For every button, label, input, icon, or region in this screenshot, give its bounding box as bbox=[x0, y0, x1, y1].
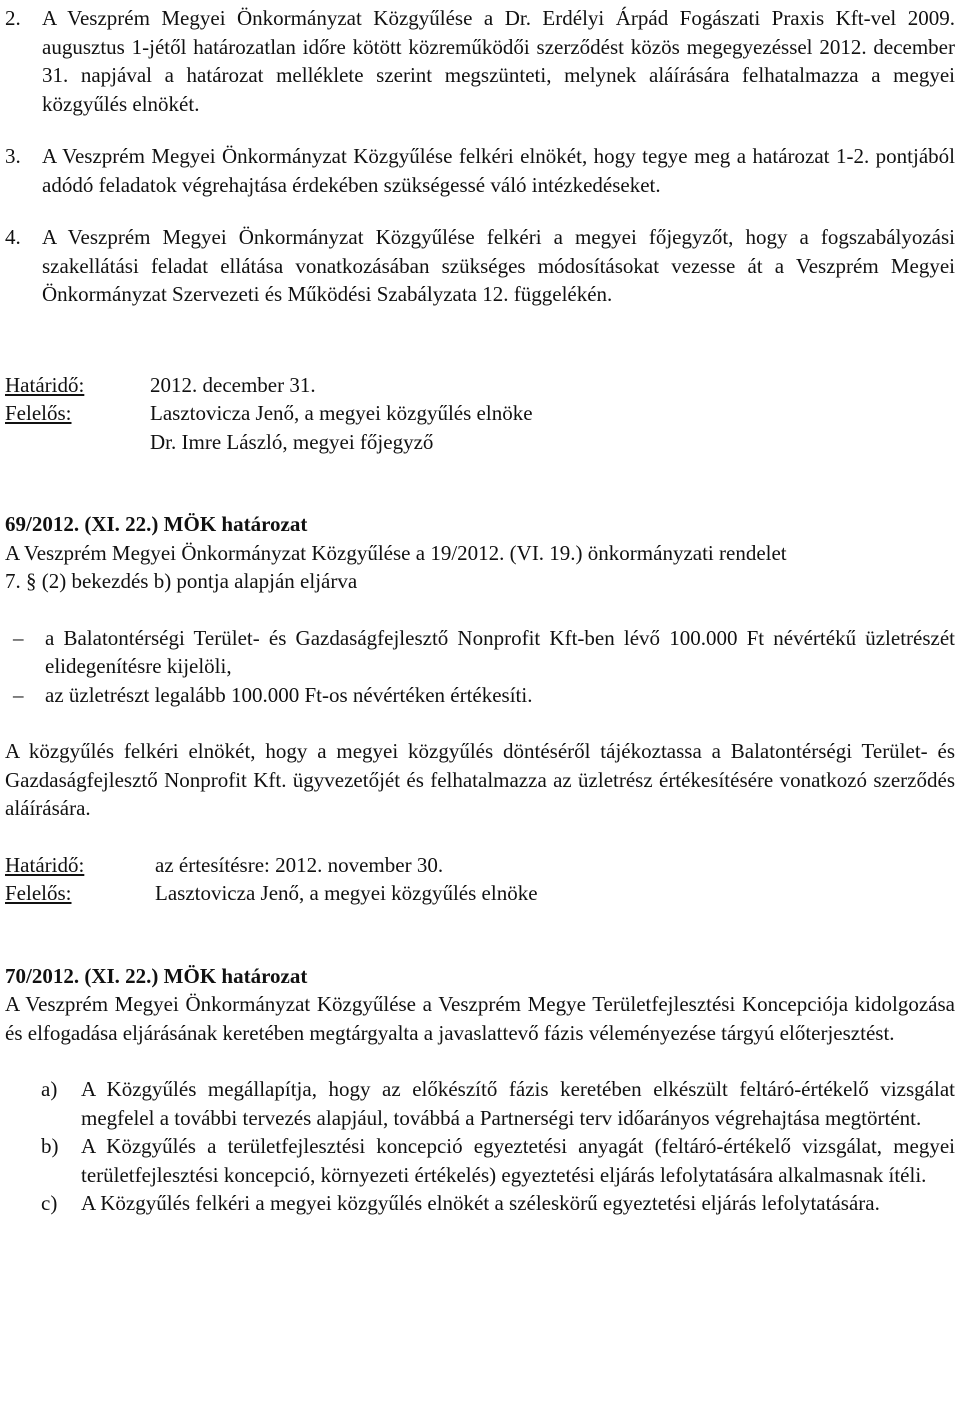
responsible-value: Lasztovicza Jenő, a megyei közgyűlés elnöke bbox=[155, 881, 538, 905]
resolution-70-title: 70/2012. (XI. 22.) MÖK határozat bbox=[5, 963, 308, 988]
resolution-69-paragraph: A közgyűlés felkéri elnökét, hogy a megyei közgyűlés döntéséről tájékoztassa a Balatontérségi Terület- és Gazdaságfejlesztő Nonprofit Kft. ügyvezetőjét és felhatalmazza az üzletrész értékesítésére vonatkozó szerződés aláírására. bbox=[5, 739, 955, 820]
item-number: 3. bbox=[5, 144, 21, 168]
item-3 bbox=[5, 142, 955, 199]
resolution-69-title: 69/2012. (XI. 22.) MÖK határozat bbox=[5, 512, 308, 536]
deadline-label: Határidő: bbox=[5, 852, 85, 877]
bullet-item-1 bbox=[5, 624, 955, 681]
deadline-row-69 bbox=[5, 851, 955, 880]
item-text: A Veszprém Megyei Önkormányzat Közgyűlése a Dr. Erdélyi Árpád Fogászati Praxis Kft-vel 2009. augusztus 1-jétől határozatlan időre kötött közreműködői szerződést közös megegyezéssel 2012. december 31. napjával a határozat melléklete szerint megszünteti, melynek aláírására felhatalmazza a megyei közgyűlés elnökét. bbox=[42, 6, 955, 116]
responsible-row bbox=[5, 399, 955, 428]
item-number: 2. bbox=[5, 6, 21, 30]
resolution-69-intro-1: A Veszprém Megyei Önkormányzat Közgyűlése a 19/2012. (VI. 19.) önkormányzati rendelet bbox=[5, 540, 787, 565]
resolution-70-intro: A Veszprém Megyei Önkormányzat Közgyűlése a Veszprém Megye Területfejlesztési Koncepciója kidolgozása és elfogadása eljárásának keretében megtárgyalta a javaslattevő fázis véleményezése tárgyú előterjesztést. bbox=[5, 992, 955, 1045]
responsible-row-69 bbox=[5, 879, 955, 908]
responsible-value: Lasztovicza Jenő, a megyei közgyűlés elnöke bbox=[150, 401, 533, 425]
lettered-item-b bbox=[5, 1132, 955, 1189]
lettered-item-a bbox=[5, 1075, 955, 1132]
item-2 bbox=[5, 4, 955, 118]
item-4 bbox=[5, 223, 955, 309]
responsible-label: Felelős: bbox=[5, 881, 72, 905]
item-letter: c) bbox=[41, 1191, 58, 1215]
deadline-label: Határidő: bbox=[5, 372, 85, 397]
item-text: A Veszprém Megyei Önkormányzat Közgyűlése felkéri elnökét, hogy tegye meg a határozat 1-2. pontjából adódó feladatok végrehajtása érdekében szükségessé váló intézkedéseket. bbox=[42, 144, 955, 197]
deadline-value: 2012. december 31. bbox=[150, 372, 316, 397]
responsible-label: Felelős: bbox=[5, 401, 72, 425]
item-letter: b) bbox=[41, 1134, 59, 1158]
item-letter: a) bbox=[41, 1077, 58, 1101]
dash-marker: – bbox=[13, 682, 24, 707]
resolution-69-intro-2: 7. § (2) bekezdés b) pontja alapján eljárva bbox=[5, 569, 358, 593]
bullet-text: a Balatontérségi Terület- és Gazdaságfejlesztő Nonprofit Kft-ben lévő 100.000 Ft névértékű üzletrészét elidegenítésre kijelöli, bbox=[45, 625, 955, 678]
responsible-row-2 bbox=[5, 428, 955, 457]
item-text: A Közgyűlés a területfejlesztési koncepció egyeztetési anyagát (feltáró-értékelő vizsgálat, megyei területfejlesztési koncepció, környezeti értékelés) egyeztetési eljárás lefolytatására alkalmasnak ítéli. bbox=[81, 1134, 955, 1187]
deadline-value: az értesítésre: 2012. november 30. bbox=[155, 852, 444, 877]
item-number: 4. bbox=[5, 225, 21, 249]
bullet-item-2 bbox=[5, 681, 955, 710]
item-text: A Közgyűlés felkéri a megyei közgyűlés elnökét a széleskörű egyeztetési eljárás lefolytatására. bbox=[81, 1191, 880, 1215]
item-text: A Veszprém Megyei Önkormányzat Közgyűlése felkéri a megyei főjegyzőt, hogy a fogszabályozási szakellátási feladat ellátása vonatkozásában szükséges módosításokat vezesse át a Veszprém Megyei Önkormányzat Szervezeti és Működési Szabályzata 12. függelékén. bbox=[42, 225, 955, 306]
lettered-item-c bbox=[5, 1189, 955, 1218]
responsible-value-2: Dr. Imre László, megyei főjegyző bbox=[150, 429, 434, 454]
deadline-row bbox=[5, 371, 955, 400]
dash-marker: – bbox=[13, 625, 24, 650]
item-text: A Közgyűlés megállapítja, hogy az előkészítő fázis keretében elkészült feltáró-értékelő vizsgálat megfelel a további tervezés alapjául, továbbá a Partnerségi terv időarányos végrehajtása megtörtént. bbox=[81, 1077, 955, 1130]
bullet-text: az üzletrészt legalább 100.000 Ft-os névértéken értékesíti. bbox=[45, 682, 533, 707]
